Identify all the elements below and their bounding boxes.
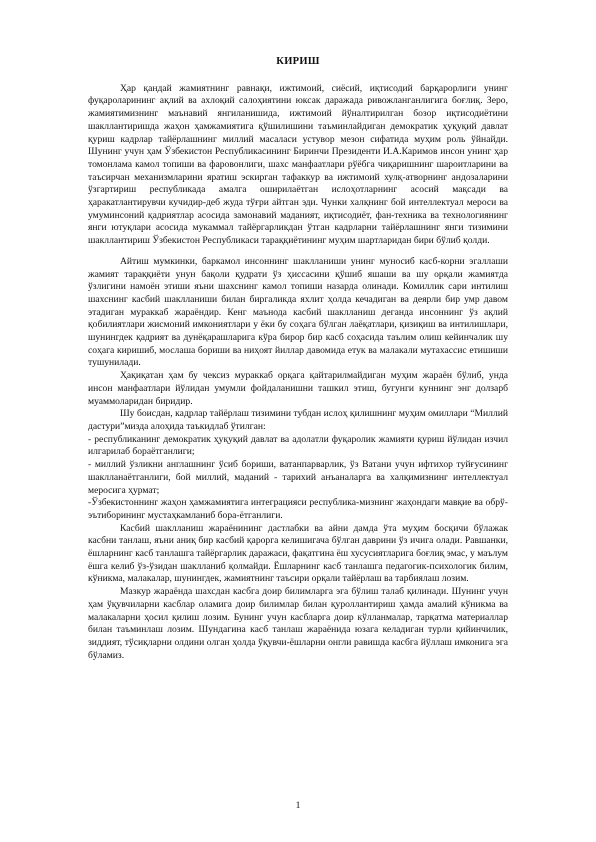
page-content	[88, 56, 508, 662]
paragraph-national-program: Шу боисдан, кадрлар тайёрлаш тизимини тубдан ислоҳ қилишнинг муҳим омиллари “Миллий дастури”мизда алоҳида таъкидлаб ўтилган:	[88, 408, 508, 432]
list-item-national-identity: - миллий ўзликни англашнинг ўсиб бориши, ватанпарварлик, ўз Ватани учун ифтихор туйғусининг шаклланаётганлиги, бой миллий, маданий - тарихий анъаналарга ва халқимизнинг интеллектуал меросига ҳурмат;	[88, 459, 508, 496]
paragraph-complex-process: Ҳақиқатан ҳам бу чексиз мураккаб орқага қайтарилмайдиган муҳим жараён бўлиб, унда инсон манфаатлари йўлидан умумли фойдаланишни ташкил этиш, бугунги куннинг энг долзарб муаммоларидан биридир.	[88, 370, 508, 407]
paragraph-intro: Ҳар қандай жамиятнинг равнақи, ижтимоий, сиёсий, иқтисодий барқарорлиги унинг фуқароларининг ақлий ва ахлоқий салоҳиятини юксак даражада ривожланганлигига боғлиқ. Зеро, жамиятимизнинг маънавий янгиланишида, ижтимоий йўналтирилган бозор иқтисодиётини шакллантиришда жаҳон ҳамжамиятига қўшилишини таъминлайдиган демократик ҳуқуқий давлат қуриш кадрлар тайёрлашнинг миллий масаласи устувор мезон сифатида муҳим роль ўйнайди. Шунинг учун ҳам Ўзбекистон Республикасининг Биринчи Президенти И.А.Каримов инсон унинг ҳар томонлама камол топиши ва фаровонлиги, шахс манфаатлари рўёбга чиқаришнинг шароитларини ва таъсирчан механизмларини яратиш эскирган тафаккур ва ижтимоий хулқ-атворнинг андозаларини ўзгартириш республикада амалга оширилаётган ислоҳотларнинг асосий мақсади ва ҳаракатлантирувчи кучидир-деб жуда тўғри айтган эди. Чунки халқнинг бой интеллектуал мероси ва умуминсоний қадриятлар асосида замонавий маданият, иқтисодиёт, фан-техника ва технологиянинг янги ютуқлари асосида мукаммал тайёргарликдан ўтган кадрларни тайёрлашнинг янги тизимини шакллантириш Ўзбекистон Республикаси тараққиётининг муҳим шартларидан бири бўлиб қолди.	[88, 82, 508, 247]
list-item-democratic-state: - республиканинг демократик ҳуқуқий давлат ва адолатли фуқаролик жамияти қуриш йўлидан изчил илгарилаб бораётганлиги;	[88, 433, 508, 458]
paragraph-career-choice: Касбий шаклланиш жараёнининг дастлабки ва айни дамда ўта муҳим босқичи бўлажак касбни танлаш, яъни аниқ бир касбий қарорга келишигача бўлган даврини ўз ичига олади. Равшанки, ёшларнинг касб танлашга тайёргарлик даражаси, фақатгина ёш хусусиятларига боғлиқ эмас, у маълум ёшга келиб ўз-ўзидан шаклланиб қолмайди. Ёшларнинг касб танлашга педагогик-психологик билим, кўникма, малакалар, шунингдек, жамиятнинг таъсири орқали тайёрлаш ва тарбиялаш лозим.	[88, 522, 508, 585]
paragraph-professional-formation: Айтиш мумкинки, баркамол инсоннинг шаклланиши унинг муносиб касб-корни эгаллаши жамият тараққиёти унун бақоли қудрати ўз ҳиссасини қўшиб яшаши ва шу орқали жамиятда ўзлигини намоён этиши яъни шахснинг камол топиши назарда олинади. Комиллик сари интилиш шахснинг касбий шаклланиши билан биргаликда яхлит ҳолда кечадиган ва деярли бир умр давом этадиган мураккаб жараёндир. Кенг маънода касбий шаклланиш деганда инсоннинг ўз ақлий қобилиятлари жисмоний имкониятлари у ёки бу соҳага бўлган лаёқатлари, қизиқиш ва интилишлари, шунингдек қадрият ва дунёқарашларига кўра бирор бир касб соҳасида таълим олиш кейинчалик шу соҳага киришиб, мослаша бориши ва ниҳоят йиллар давомида етук ва малакали мутахассис етишиши тушунилади.	[88, 255, 508, 369]
list-item-world-integration: -Ўзбекистоннинг жаҳон ҳамжамиятига интеграцияси республика-мизнинг жаҳондаги мавқие ва обрў-эътиборининг мустаҳкамланиб бора-ётганлиги.	[88, 497, 508, 521]
paragraph-knowledge: Мазкур жараёнда шахсдан касбга доир билимларга эга бўлиш талаб қилинади. Шунинг учун ҳам ўқувчиларни касблар оламига доир билимлар билан қуроллантириш ҳамда амалий кўникма ва малакаларни ҳосил қилиш лозим. Бунинг учун касбларга доир кўлланмалар, тарқатма материаллар билан таъминлаш лозим. Шундагина касб танлаш жараёнида юзага келадиган турли қийинчилик, зиддият, тўсиқларни олдини олган ҳолда ўқувчи-ёшларни онгли равишда касбга йўллаш имконига эга бўламиз.	[88, 586, 508, 661]
page-title: КИРИШ	[276, 56, 320, 67]
page-number: 1	[295, 800, 301, 811]
